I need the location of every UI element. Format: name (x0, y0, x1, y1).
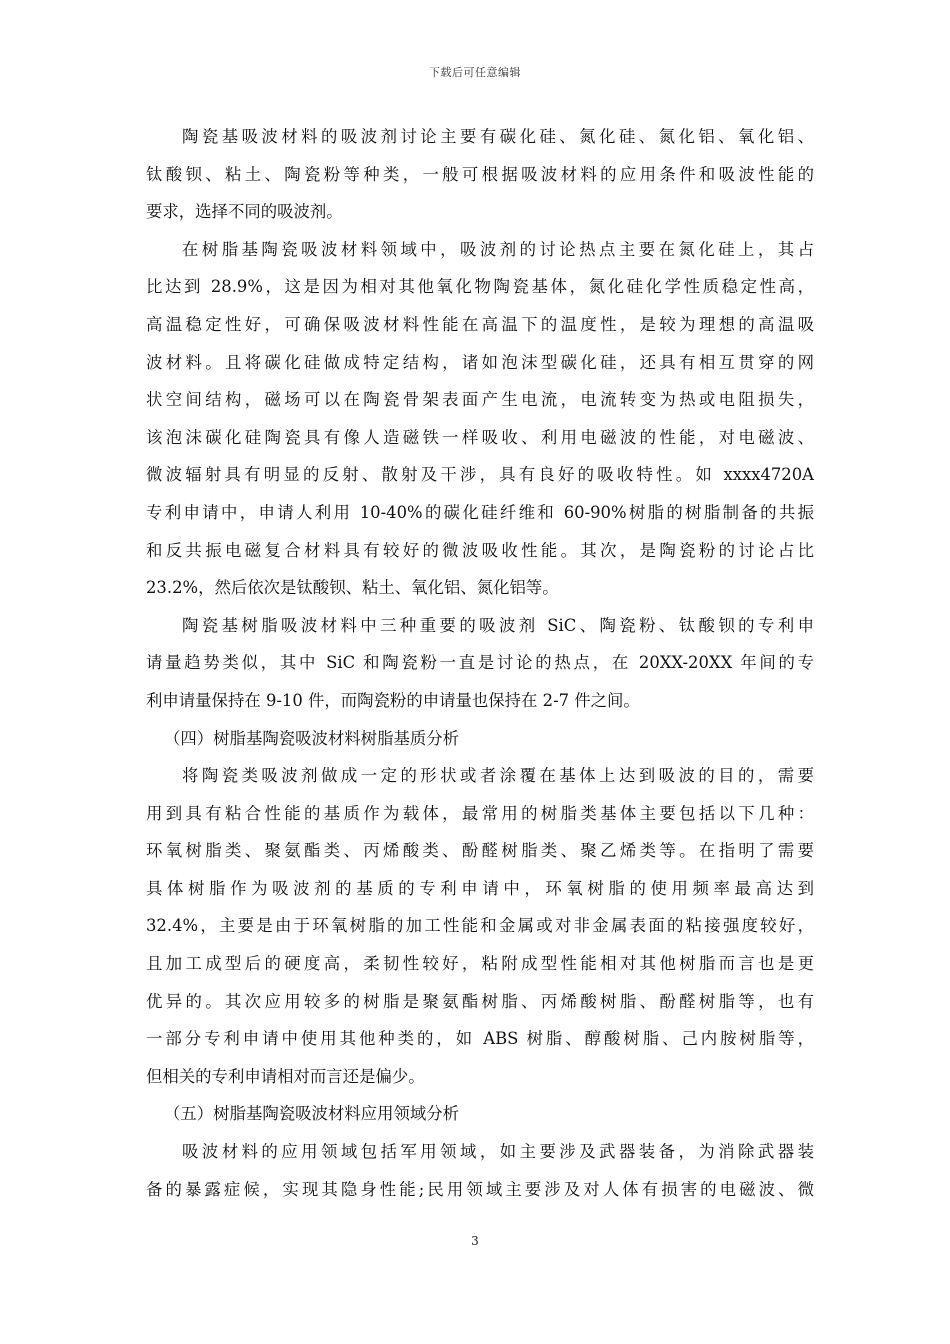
text-line: 一部分专利申请中使用其他种类的，如 ABS 树脂、醇酸树脂、己内胺树脂等， (146, 1029, 814, 1049)
text-line: 和反共振电磁复合材料具有较好的微波吸收性能。其次，是陶瓷粉的讨论占比 (146, 540, 814, 560)
text-line: 钛酸钡、粘土、陶瓷粉等种类，一般可根据吸波材料的应用条件和吸波性能的 (146, 164, 814, 184)
text-line: （四）树脂基陶瓷吸波材料树脂基质分析 (164, 728, 460, 748)
paragraph (146, 231, 814, 607)
text-line: 环氧树脂类、聚氨酯类、丙烯酸类、酚醛树脂类、聚乙烯类等。在指明了需要 (146, 841, 814, 861)
text-line: 且加工成型后的硬度高，柔韧性较好，粘附成型性能相对其他树脂而言也是更 (146, 954, 814, 974)
text-line: 陶瓷基树脂吸波材料中三种重要的吸波剂 SiC、陶瓷粉、钛酸钡的专利申 (182, 615, 814, 635)
text-line: 微波辐射具有明显的反射、散射及干涉，具有良好的吸收特性。如 xxxx4720A (146, 465, 814, 485)
text-line: 32.4%，主要是由于环氧树脂的加工性能和金属或对非金属表面的粘接强度较好， (146, 916, 814, 936)
text-line: 利申请量保持在 9-10 件，而陶瓷粉的申请量也保持在 2-7 件之间。 (146, 690, 640, 710)
text-line: 高温稳定性好，可确保吸波材料性能在高温下的温度性，是较为理想的高温吸 (146, 314, 814, 334)
page-header: 下载后可任意编辑 (429, 66, 521, 79)
paragraph (146, 757, 814, 1095)
text-line: 具体树脂作为吸波剂的基质的专利申请中，环氧树脂的使用频率最高达到 (146, 878, 814, 898)
text-line: 优异的。其次应用较多的树脂是聚氨酯树脂、丙烯酸树脂、酚醛树脂等，也有 (146, 991, 814, 1011)
text-line: 将陶瓷类吸波剂做成一定的形状或者涂覆在基体上达到吸波的目的，需要 (182, 766, 814, 786)
text-line: 23.2%，然后依次是钛酸钡、粘土、氧化铝、氮化铝等。 (146, 578, 559, 598)
text-line: 比达到 28.9%，这是因为相对其他氧化物陶瓷基体，氮化硅化学性质稳定性高， (146, 277, 814, 297)
section-heading (146, 720, 814, 758)
paragraph (146, 607, 814, 720)
text-line: 用到具有粘合性能的基质作为载体，最常用的树脂类基体主要包括以下几种： (146, 803, 814, 823)
text-line: 在树脂基陶瓷吸波材料领域中，吸波剂的讨论热点主要在氮化硅上，其占 (182, 239, 814, 259)
text-line: （五）树脂基陶瓷吸波材料应用领域分析 (164, 1104, 460, 1124)
section-heading (146, 1095, 814, 1133)
page-number: 3 (471, 1234, 479, 1248)
paragraph (146, 1133, 814, 1208)
text-line: 但相关的专利申请相对而言还是偏少。 (146, 1066, 425, 1086)
text-line: 波材料。且将碳化硅做成特定结构，诸如泡沫型碳化硅，还具有相互贯穿的网 (146, 352, 814, 372)
text-line: 陶瓷基吸波材料的吸波剂讨论主要有碳化硅、氮化硅、氮化铝、氧化铝、 (182, 127, 814, 146)
body-text (146, 118, 814, 1208)
text-line: 专利申请中，申请人利用 10-40%的碳化硅纤维和 60-90%树脂的树脂制备的共振 (146, 502, 814, 522)
text-line: 请量趋势类似，其中 SiC 和陶瓷粉一直是讨论的热点，在 20XX-20XX 年间的专 (146, 653, 814, 673)
paragraph (146, 118, 814, 231)
text-line: 状空间结构，磁场可以在陶瓷骨架表面产生电流，电流转变为热或电阻损失， (146, 390, 814, 410)
text-line: 要求，选择不同的吸波剂。 (146, 202, 343, 222)
text-line: 备的暴露症候，实现其隐身性能;民用领域主要涉及对人体有损害的电磁波、微 (146, 1179, 814, 1199)
text-line: 该泡沫碳化硅陶瓷具有像人造磁铁一样吸收、利用电磁波的性能，对电磁波、 (146, 427, 814, 447)
text-line: 吸波材料的应用领域包括军用领域，如主要涉及武器装备，为消除武器装 (182, 1142, 814, 1162)
